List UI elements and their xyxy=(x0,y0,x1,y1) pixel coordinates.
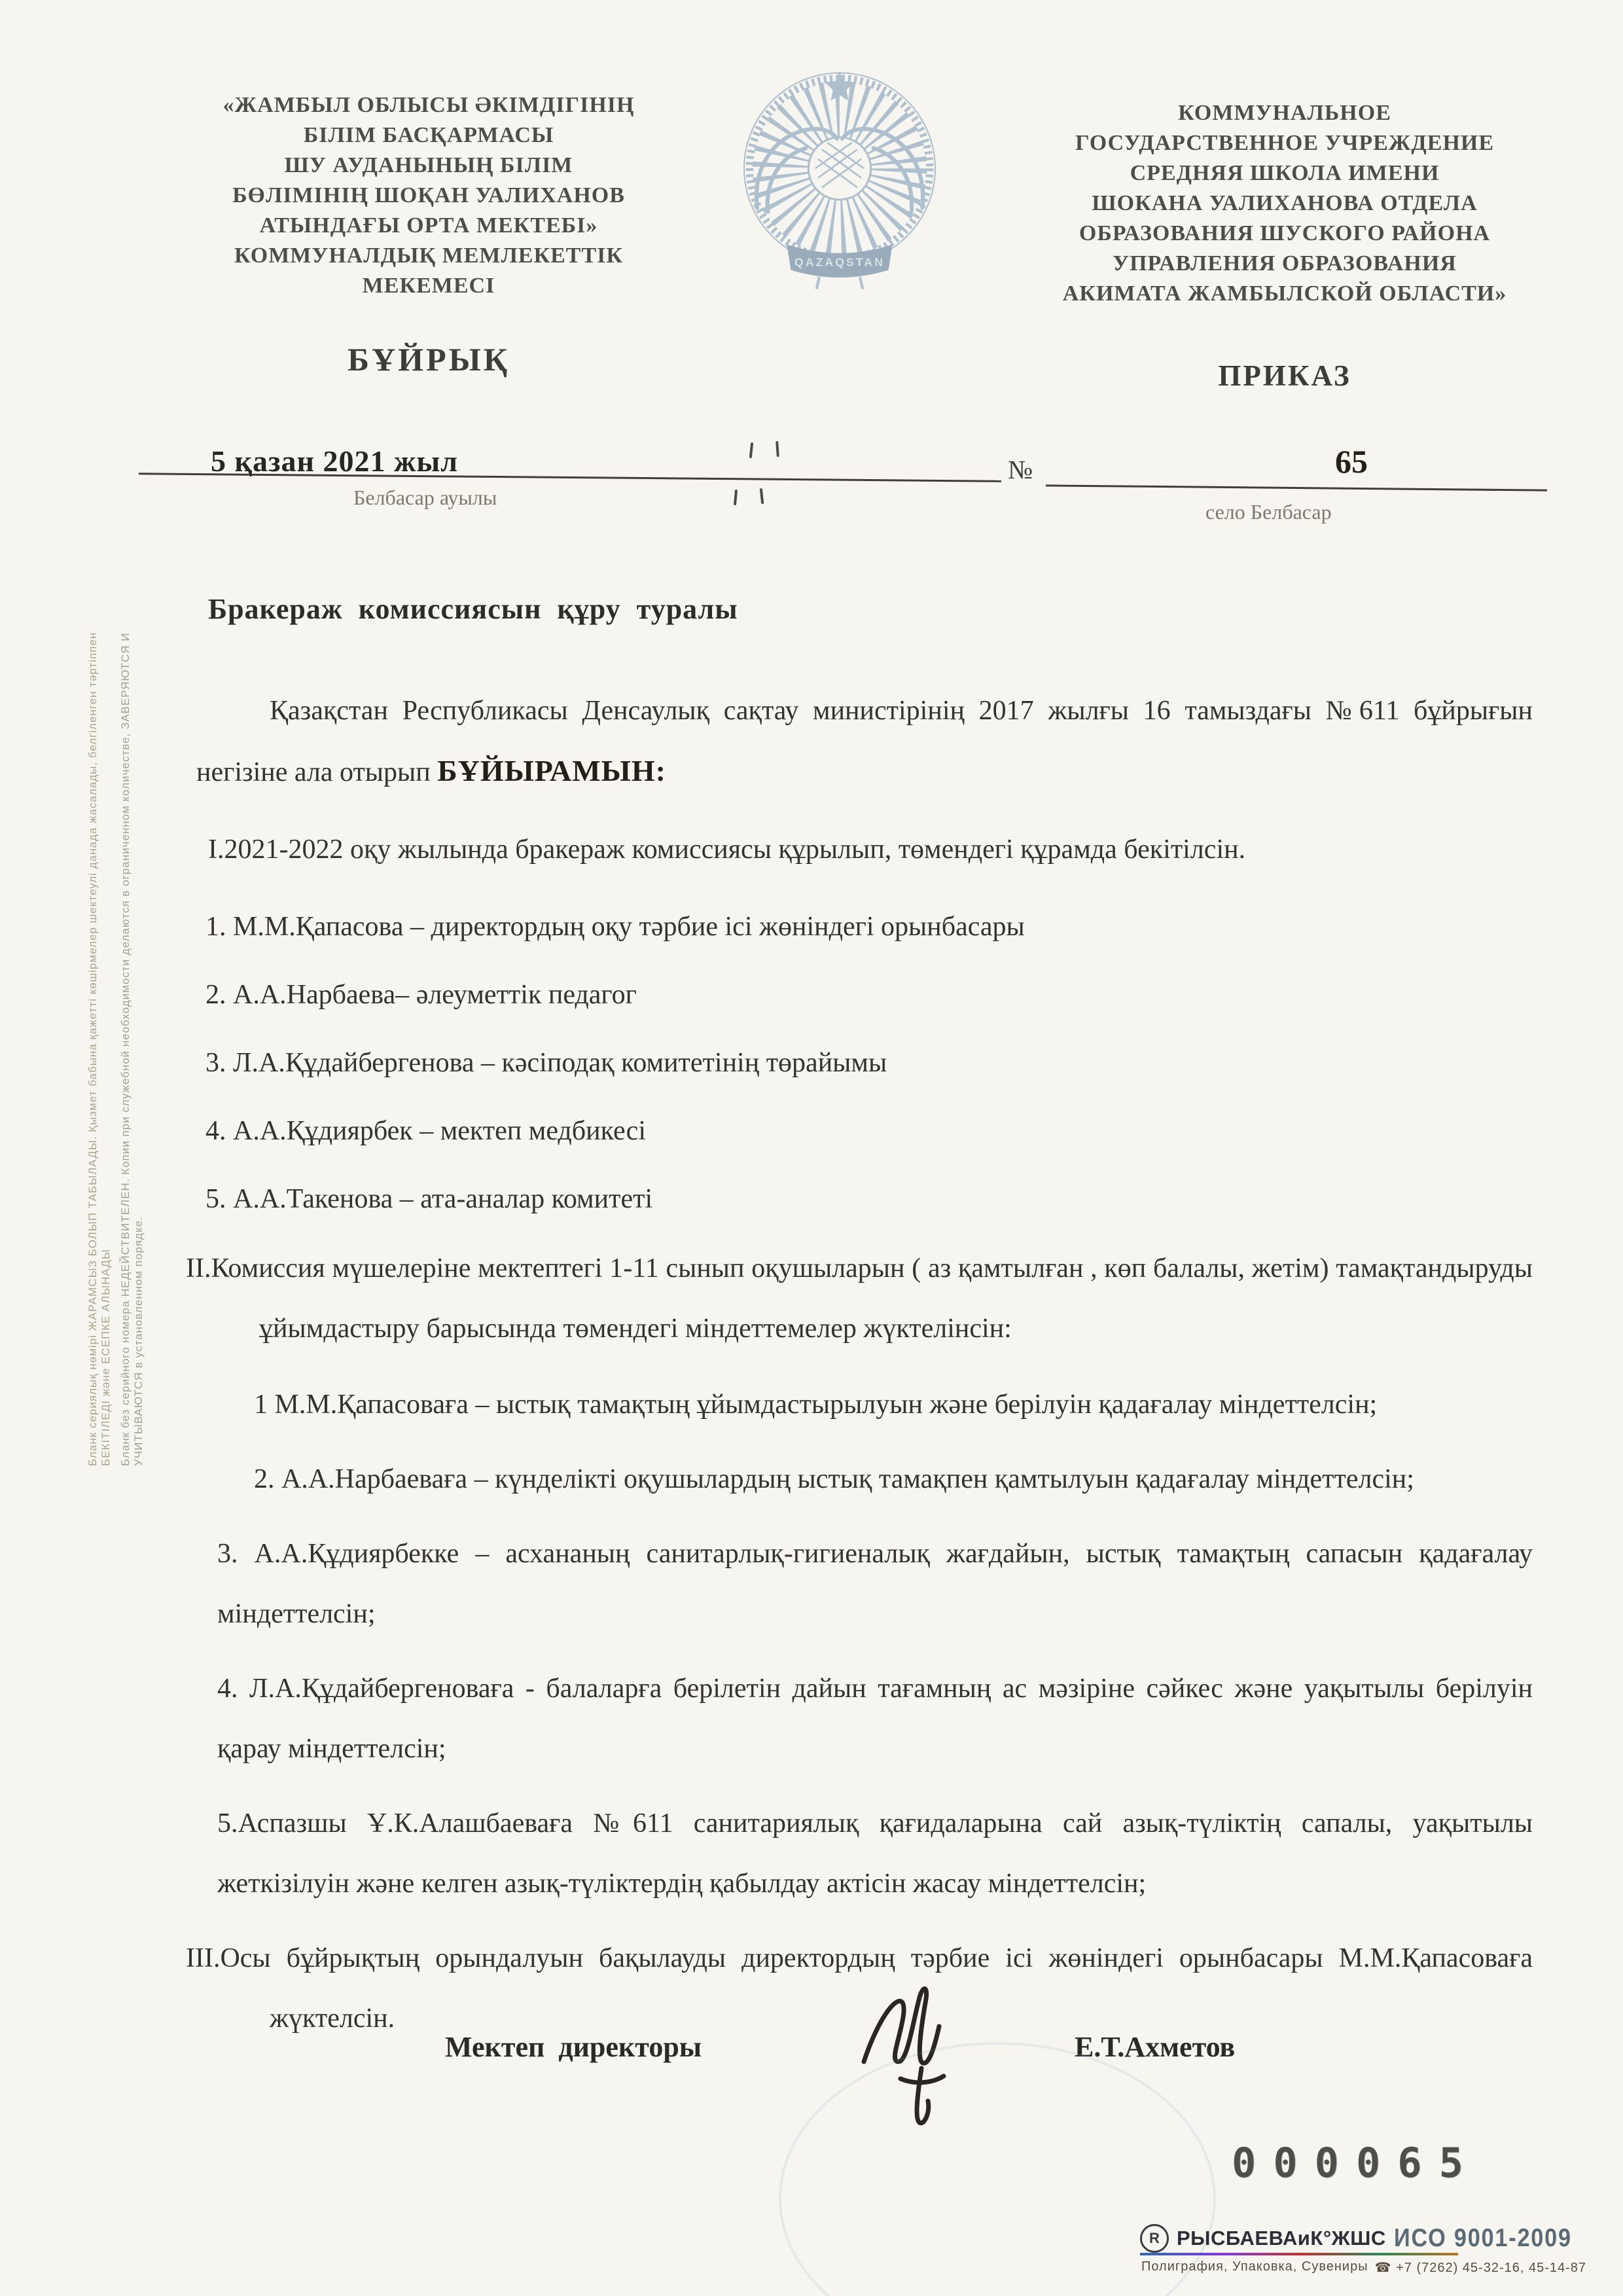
kazakhstan-emblem-icon xyxy=(734,65,945,296)
org-name-line: «ЖАМБЫЛ ОБЛЫСЫ ӘКІМДІГІНІҢ xyxy=(223,93,635,117)
order-heading-russian: ПРИКАЗ xyxy=(1218,359,1351,392)
clause-three: III.Осы бұйрықтың орындалуын бақылауды директордың тәрбие ісі жөніндегі орынбасары М.М.Қапасоваға жүктелсін. xyxy=(186,1943,1533,2034)
org-name-line: АТЫНДАҒЫ ОРТА МЕКТЕБІ» xyxy=(259,213,598,238)
print-shop-phone: ☎ +7 (7262) 45-32-16, 45-14-87 xyxy=(1374,2261,1587,2275)
order-heading-kazakh: БҰЙРЫҚ xyxy=(348,341,510,378)
org-name-line: СРЕДНЯЯ ШКОЛА ИМЕНИ xyxy=(1130,161,1440,185)
duty-paragraph: 5.Аспазшы Ұ.К.Алашбаеваға №611 санитариялық қағидаларына сай азық-түліктің сапалы, уақытылы жеткізілуін және келген азық-түліктердің қабылдау актісін жасау міндеттелсін; xyxy=(217,1808,1533,1899)
margin-note-russian: Бланк без серийного номера НЕДЕЙСТВИТЕЛЕН. Копии при служебной необходимости делаются в ограниченном количестве, ЗАВЕРЯЮТСЯ И УЧИТЫВАЮТСЯ в установленном порядке. xyxy=(119,632,145,1466)
org-name-line: ШОКАНА УАЛИХАНОВА ОТДЕЛА xyxy=(1092,191,1478,215)
scan-artifact xyxy=(734,490,738,505)
print-shop-row xyxy=(1140,2224,1596,2253)
blank-serial-number: 000065 xyxy=(1232,2139,1480,2187)
duty-paragraph: 3. А.А.Құдиярбекке – асхананың санитарлық-гигиеналық жағдайын, ыстық тамақтың сапасын қадағалау міндеттелсін; xyxy=(217,1539,1533,1629)
commission-member: 1. М.М.Қапасова – директордың оқу тәрбие ісі жөніндегі орынбасары xyxy=(205,912,1025,942)
margin-note-kazakh: Бланк сериялық нөмірі ЖАРАМСЫЗ БОЛЫП ТАБЫЛАДЫ. Қызмет бабына қажетті көшірмелер шектеулі данада жасалады, белгіленген тәртіппен БЕКІТІЛЕДІ және ЕСЕПКЕ АЛЫНАДЫ xyxy=(86,632,112,1466)
print-shop-tagline-row xyxy=(1141,2259,1586,2276)
duty-paragraph: 1 М.М.Қапасоваға – ыстық тамақтың ұйымдастырылуын және берілуін қадағалау міндеттелсін; xyxy=(254,1390,1378,1420)
signature-name: Е.Т.Ахметов xyxy=(1075,2031,1236,2063)
print-shop-tagline: Полиграфия, Упаковка, Сувениры xyxy=(1141,2259,1368,2274)
print-shop-brand: РЫСБАЕВАиК°ЖШС xyxy=(1177,2227,1386,2250)
org-name-line: ОБРАЗОВАНИЯ ШУСКОГО РАЙОНА xyxy=(1079,221,1491,245)
org-name-line: ГОСУДАРСТВЕННОЕ УЧРЕЖДЕНИЕ xyxy=(1075,131,1495,155)
print-shop-logo-icon: R xyxy=(1140,2224,1169,2253)
preamble-paragraph xyxy=(196,681,1533,802)
order-verb: БҰЙЫРАМЫН: xyxy=(437,754,666,787)
number-rule-line xyxy=(1046,484,1547,491)
org-name-kazakh xyxy=(141,90,717,301)
clause-one: I.2021-2022 оқу жылында бракераж комиссиясы құрылып, төмендегі құрамда бекітілсін. xyxy=(208,834,1246,865)
org-name-line: МЕКЕМЕСІ xyxy=(362,274,495,298)
document-body xyxy=(186,681,1533,2049)
commission-member: 5. А.А.Такенова – ата-аналар комитеті xyxy=(205,1184,653,1214)
print-shop-underline xyxy=(1140,2253,1458,2255)
org-name-line: КОММУНАЛЬНОЕ xyxy=(1178,101,1391,125)
print-shop-iso: ИСО 9001-2009 xyxy=(1393,2224,1572,2252)
org-name-line: КОММУНАЛДЫҚ МЕМЛЕКЕТТІК xyxy=(234,243,624,268)
scan-artifact xyxy=(760,488,764,504)
scan-artifact xyxy=(776,441,779,457)
commission-member: 4. А.А.Құдиярбек – мектеп медбикесі xyxy=(205,1116,646,1146)
commission-member: 3. Л.А.Құдайбергенова – кәсіподақ комитетінің төрайымы xyxy=(205,1048,887,1078)
clause-two: II.Комиссия мүшелеріне мектептегі 1-11 сынып оқушыларын ( аз қамтылған , көп балалы, жетім) тамақтандыруды ұйымдастыру барысында төмендегі міндеттемелер жүктелінсін: xyxy=(186,1253,1533,1344)
duties-list xyxy=(196,1374,1533,1914)
org-name-line: УПРАВЛЕНИЯ ОБРАЗОВАНИЯ xyxy=(1113,251,1457,276)
place-kazakh: Белбасар ауылы xyxy=(353,486,497,509)
number-sign: № xyxy=(1008,455,1033,484)
org-name-line: АКИМАТА ЖАМБЫЛСКОЙ ОБЛАСТИ» xyxy=(1062,281,1507,306)
duty-paragraph: 2. А.А.Нарбаеваға – күнделікті оқушылардың ыстық тамақпен қамтылуын қадағалау міндеттелсін; xyxy=(254,1464,1414,1494)
order-number: 65 xyxy=(1335,443,1368,480)
org-name-russian xyxy=(974,98,1596,309)
document-title: Бракераж комиссиясын құру туралы xyxy=(208,593,738,625)
signature-role: Мектеп директоры xyxy=(445,2031,702,2063)
org-name-line: БӨЛІМІНІҢ ШОҚАН УАЛИХАНОВ xyxy=(232,183,625,207)
preamble-text: Қазақстан Республикасы Денсаулық сақтау министірінің 2017 жылғы 16 тамыздағы №611 бұйрығын негізіне ала отырып xyxy=(196,696,1533,787)
order-date: 5 қазан 2021 жыл xyxy=(211,444,459,478)
org-name-line: БІЛІМ БАСҚАРМАСЫ xyxy=(303,123,554,147)
org-name-line: ШУ АУДАНЫНЫҢ БІЛІМ xyxy=(284,153,573,177)
emblem-banner-text: QAZAQSTAN xyxy=(794,255,885,269)
scan-artifact xyxy=(749,442,753,458)
place-russian: село Белбасар xyxy=(1205,500,1332,524)
commission-members-list xyxy=(196,897,1533,1229)
duty-paragraph: 4. Л.А.Құдайбергеноваға - балаларға берілетін дайын тағамның ас мәзіріне сәйкес және уақытылы берілуін қарау міндеттелсін; xyxy=(217,1674,1533,1764)
commission-member: 2. А.А.Нарбаева– әлеуметтік педагог xyxy=(205,980,637,1010)
